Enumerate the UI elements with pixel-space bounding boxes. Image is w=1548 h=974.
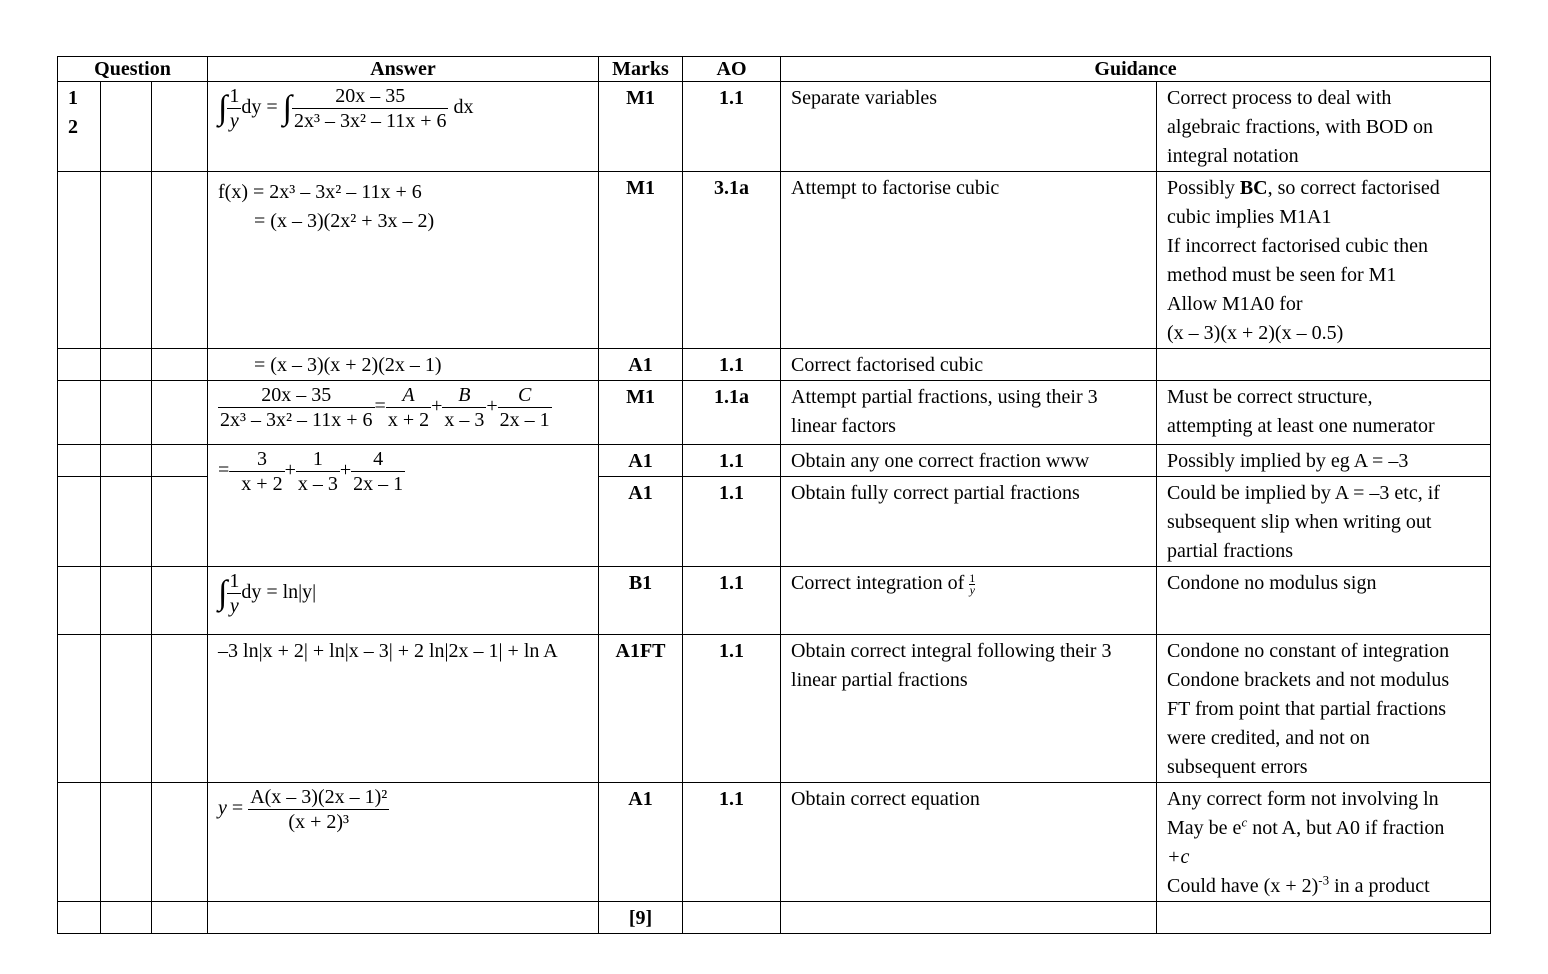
mark-cell: A1FT <box>599 635 683 783</box>
guidance-left: Attempt to factorise cubic <box>781 172 1157 349</box>
guidance-left: Obtain fully correct partial fractions <box>781 477 1157 567</box>
table-row <box>58 783 1491 902</box>
answer-cell <box>208 445 599 567</box>
ao-cell: 1.1 <box>683 445 781 477</box>
guidance-right: Possibly implied by eg A = –3 <box>1157 445 1491 477</box>
table-row <box>58 381 1491 445</box>
ao-cell: 1.1 <box>683 82 781 172</box>
guidance-left: Obtain correct integral following their 3 linear partial fractions <box>781 635 1157 783</box>
guidance-left: Separate variables <box>781 82 1157 172</box>
integral-of-reciprocal: ∫ $\frac{1}{y}$ dy = ln|y| <box>218 570 317 617</box>
question-number: 1 2 <box>58 82 101 172</box>
guidance-left: Correct factorised cubic <box>781 349 1157 381</box>
partial-fraction-result: =– $\frac{3}{x + 2}$ + $\frac{1}{x - 3}$ + $\frac{4}{2x - 1}$ <box>218 448 404 495</box>
guidance-left: Obtain any one correct fraction www <box>781 445 1157 477</box>
ao-cell: 1.1 <box>683 349 781 381</box>
table-row <box>58 567 1491 635</box>
log-integral: –3 ln|x + 2| + ln|x – 3| + 2 ln|2x – 1| + ln A <box>218 640 558 662</box>
question-subpart <box>152 82 208 172</box>
guidance-right: Could be implied by A = –3 etc, if subsequent slip when writing out partial fractions <box>1157 477 1491 567</box>
ao-cell: 1.1 <box>683 635 781 783</box>
header-row <box>58 57 1491 82</box>
mark-cell: A1 <box>599 477 683 567</box>
table-row <box>58 445 1491 477</box>
guidance-right: Possibly BC, so correct factorised cubic implies M1A1 If incorrect factorised cubic then method must be seen for M1 Allow M1A0 for (x – 3)(x + 2)(x – 0.5) <box>1157 172 1491 349</box>
table-row <box>58 82 1491 172</box>
guidance-right: Condone no modulus sign <box>1157 567 1491 635</box>
cubic-definition: f(x) = 2x³ – 3x² – 11x + 6 <box>218 181 422 203</box>
full-factorisation: = (x – 3)(x + 2)(2x – 1) <box>254 354 442 376</box>
guidance-left: Attempt partial fractions, using their 3 linear factors <box>781 381 1157 445</box>
ao-cell: 1.1 <box>683 783 781 902</box>
answer-cell <box>208 82 599 172</box>
guidance-left: Correct integration of $\frac{1}{y}$ <box>781 567 1157 635</box>
final-equation: y = $\frac{\text{A(x – 3)(2x – 1)²}}{\text{(x + 2)³}}$ <box>218 786 388 833</box>
header-answer: Answer <box>208 57 599 82</box>
mark-cell: M1 <box>599 172 683 349</box>
partial-factorisation: = (x – 3)(2x² + 3x – 2) <box>254 210 435 232</box>
guidance-right: Must be correct structure, attempting at least one numerator <box>1157 381 1491 445</box>
guidance-right: Condone no constant of integration Condone brackets and not modulus FT from point that partial fractions were credited, and not on subsequent errors <box>1157 635 1491 783</box>
guidance-right: Correct process to deal with algebraic fractions, with BOD on integral notation <box>1157 82 1491 172</box>
mark-scheme-table <box>57 56 1491 934</box>
mark-cell: A1 <box>599 349 683 381</box>
total-row <box>58 902 1491 934</box>
table-row <box>58 172 1491 349</box>
separation-of-variables: ∫ $\frac{1}{y}$ dy = ∫ $\frac{20x - 35}{\text{2x³ – 3x² – 11x + 6}}$ dx <box>218 85 474 132</box>
answer-cell <box>208 567 599 635</box>
mark-cell: M1 <box>599 381 683 445</box>
table-row <box>58 635 1491 783</box>
header-ao: AO <box>683 57 781 82</box>
question-part <box>101 82 152 172</box>
ao-cell: 1.1a <box>683 381 781 445</box>
mark-cell: A1 <box>599 783 683 902</box>
guidance-right: Any correct form not involving ln May be $e^c$ not A, but A0 if fraction +c Could have $(x + 2)^{-3}$ in a product <box>1157 783 1491 902</box>
answer-cell <box>208 381 599 445</box>
answer-cell <box>208 172 599 349</box>
ao-cell: 1.1 <box>683 567 781 635</box>
answer-cell <box>208 783 599 902</box>
ao-cell: 1.1 <box>683 477 781 567</box>
header-marks: Marks <box>599 57 683 82</box>
table-row <box>58 349 1491 381</box>
total-marks: [9] <box>599 902 683 934</box>
header-guidance: Guidance <box>781 57 1491 82</box>
mark-cell: A1 <box>599 445 683 477</box>
answer-cell <box>208 635 599 783</box>
guidance-left: Obtain correct equation <box>781 783 1157 902</box>
mark-cell: B1 <box>599 567 683 635</box>
ao-cell: 3.1a <box>683 172 781 349</box>
mark-cell: M1 <box>599 82 683 172</box>
partial-fraction-structure: $\frac{20x - 35}{\text{2x³ – 3x² – 11x + 6}}$ = $\frac{A}{x + 2}$ + $\frac{B}{x - 3}$ + $\frac{C}{2x - 1}$ <box>220 384 550 431</box>
guidance-right <box>1157 349 1491 381</box>
header-question: Question <box>58 57 208 82</box>
answer-cell <box>208 349 599 381</box>
